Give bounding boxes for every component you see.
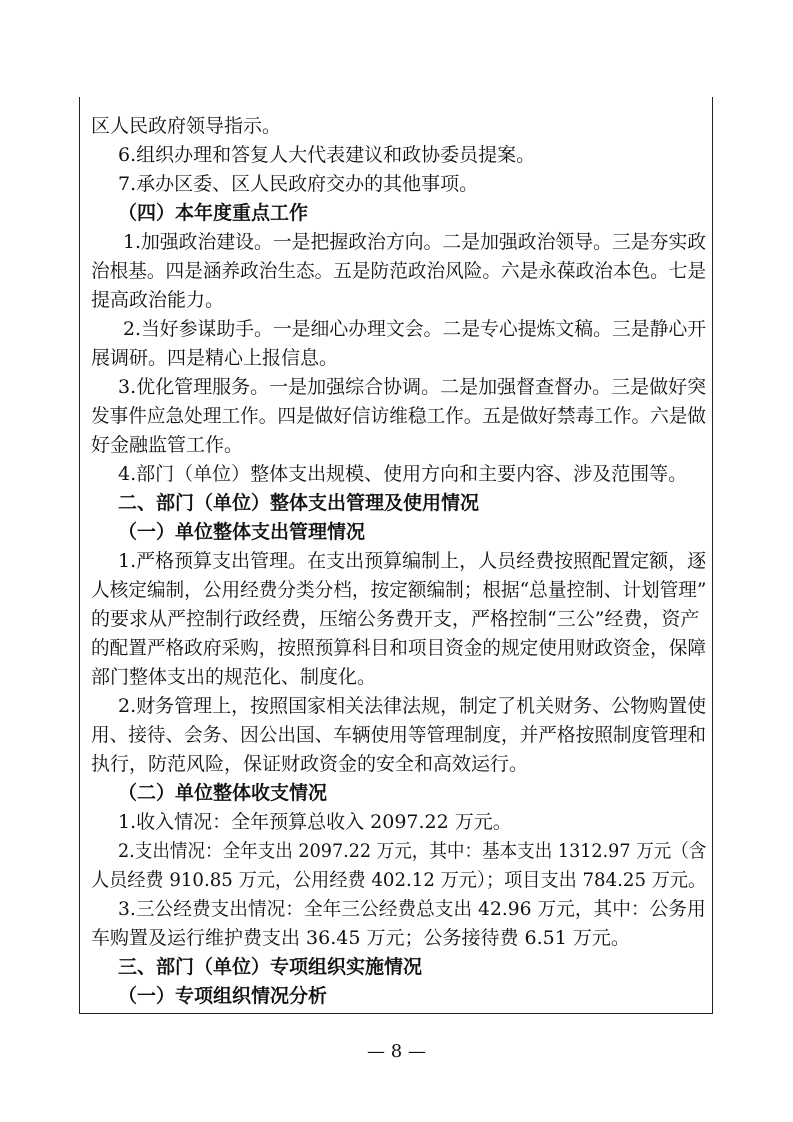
text-line: 治根基。四是涵养政治生态。五是防范政治风险。六是永葆政治本色。七是 (91, 260, 707, 282)
text-line: 区人民政府领导指示。 (91, 115, 282, 137)
text-line: 3.优化管理服务。一是加强综合协调。二是加强督查督办。三是做好突 (118, 376, 707, 398)
text-line: 4.部门（单位）整体支出规模、使用方向和主要内容、涉及范围等。 (118, 463, 688, 485)
text-line: 提高政治能力。 (91, 289, 225, 311)
text-line: 车购置及运行维护费支出 36.45 万元；公务接待费 6.51 万元。 (91, 927, 630, 949)
text-line: 执行，防范风险，保证财政资金的安全和高效运行。 (91, 753, 529, 775)
text-line: 展调研。四是精心上报信息。 (91, 347, 339, 369)
section-heading: （一）单位整体支出管理情况 (118, 521, 366, 543)
text-line: 发事件应急处理工作。四是做好信访维稳工作。五是做好禁毒工作。六是做 (91, 405, 707, 427)
text-line: 3.三公经费支出情况：全年三公经费总支出 42.96 万元，其中：公务用 (118, 898, 706, 920)
text-line: 1.严格预算支出管理。在支出预算编制上，人员经费按照配置定额，逐 (118, 550, 707, 572)
text-line: 1.加强政治建设。一是把握政治方向。二是加强政治领导。三是夯实政 (123, 231, 707, 253)
text-line: 的要求从严控制行政经费，压缩公务费开支，严格控制“三公”经费，资产 (91, 608, 700, 630)
section-heading: 三、部门（单位）专项组织实施情况 (118, 956, 423, 978)
text-line: 人员经费 910.85 万元，公用经费 402.12 万元）；项目支出 784.25 万元。 (91, 869, 707, 891)
text-line: 人核定编制，公用经费分类分档，按定额编制；根据“总量控制、计划管理” (91, 579, 707, 601)
text-line: 用、接待、会务、因公出国、车辆使用等管理制度，并严格按照制度管理和 (91, 724, 707, 746)
text-line: 2.当好参谋助手。一是细心办理文会。二是专心提炼文稿。三是静心开 (123, 318, 707, 340)
text-line: 好金融监管工作。 (91, 434, 244, 456)
section-heading: （四）本年度重点工作 (118, 202, 309, 224)
text-line: 的配置严格政府采购，按照预算科目和项目资金的规定使用财政资金，保障 (91, 637, 707, 659)
text-line: 6.组织办理和答复人大代表建议和政协委员提案。 (118, 144, 536, 166)
text-line: 2.财务管理上，按照国家相关法律法规，制定了机关财务、公物购置使 (118, 695, 707, 717)
text-line: 7.承办区委、区人民政府交办的其他事项。 (118, 173, 479, 195)
text-line: 部门整体支出的规范化、制度化。 (91, 666, 377, 688)
page-number: — 8 — (367, 1041, 426, 1062)
section-heading: 二、部门（单位）整体支出管理及使用情况 (118, 492, 480, 514)
section-heading: （一）专项组织情况分析 (118, 985, 328, 1007)
text-line: 2.支出情况：全年支出 2097.22 万元，其中：基本支出 1312.97 万元（含 (118, 840, 707, 862)
section-heading: （二）单位整体收支情况 (118, 782, 328, 804)
text-line: 1.收入情况：全年预算总收入 2097.22 万元。 (118, 811, 512, 833)
